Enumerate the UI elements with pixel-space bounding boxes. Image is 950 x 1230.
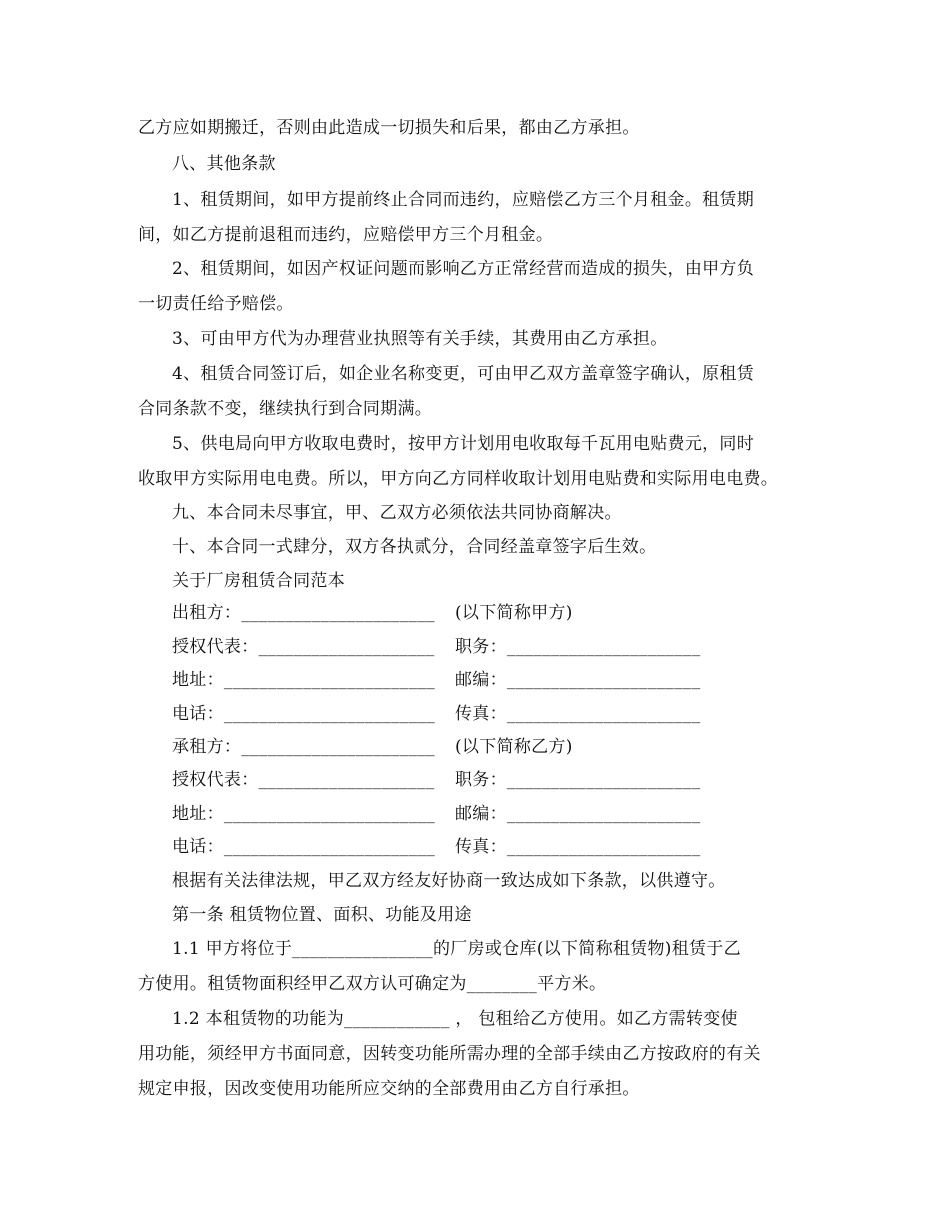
paragraph-line: 间，如乙方提前退租而违约，应赔偿甲方三个月租金。 [138, 225, 554, 245]
paragraph-line: 十、本合同一式肆分，双方各执贰分，合同经盖章签字后生效。 [172, 537, 657, 557]
lessee-field: 承租方：______________________ [172, 737, 435, 757]
paragraph-line: 3、可由甲方代为办理营业执照等有关手续，其费用由乙方承担。 [172, 329, 668, 349]
paragraph-line: 乙方应如期搬迁，否则由此造成一切损失和后果，都由乙方承担。 [138, 118, 640, 138]
lessor-phone-field: 电话：________________________ [172, 704, 436, 724]
article-heading: 第一条 租赁物位置、面积、功能及用途 [172, 905, 472, 925]
paragraph-line: 用功能，须经甲方书面同意，因转变功能所需办理的全部手续由乙方按政府的有关 [138, 1044, 761, 1064]
paragraph-line: 一切责任给予赔偿。 [138, 294, 294, 314]
lessor-zip-field: 邮编：______________________ [455, 670, 701, 690]
lessor-fax-field: 传真：______________________ [455, 704, 701, 724]
lessor-title-field: 职务：______________________ [455, 637, 701, 657]
paragraph-line: 合同条款不变，继续执行到合同期满。 [138, 399, 433, 419]
paragraph-line: 2、租赁期间，如因产权证问题而影响乙方正常经营而造成的损失，由甲方负 [172, 259, 755, 279]
paragraph-line: 1、租赁期间，如甲方提前终止合同而违约，应赔偿乙方三个月租金。租赁期 [172, 190, 755, 210]
paragraph-line: 收取甲方实际用电电费。所以，甲方向乙方同样收取计划用电贴费和实际用电电费。 [138, 469, 779, 489]
lessee-address-field: 地址：________________________ [172, 804, 436, 824]
lessee-zip-field: 邮编：______________________ [455, 804, 701, 824]
lessee-title-field: 职务：______________________ [455, 770, 701, 790]
paragraph-line: 规定申报，因改变使用功能所应交纳的全部费用由乙方自行承担。 [138, 1079, 640, 1099]
paragraph-line: 根据有关法律法规，甲乙双方经友好协商一致达成如下条款，以供遵守。 [172, 871, 726, 891]
lessee-phone-field: 电话：________________________ [172, 837, 436, 857]
paragraph-line: 1.1 甲方将位于________________的厂房或仓库(以下简称租赁物)租赁于乙 [172, 939, 741, 959]
lessee-rep-field: 授权代表：____________________ [172, 770, 435, 790]
lessee-fax-field: 传真：______________________ [455, 837, 701, 857]
lessor-field: 出租方：______________________ [172, 603, 435, 623]
lessor-rep-field: 授权代表：____________________ [172, 637, 435, 657]
paragraph-line: 4、租赁合同签订后，如企业名称变更，可由甲乙双方盖章签字确认，原租赁 [172, 364, 755, 384]
paragraph-line: 5、供电局向甲方收取电费时，按甲方计划用电收取每千瓦用电贴费元，同时 [172, 434, 755, 454]
document-title: 关于厂房租赁合同范本 [172, 571, 345, 591]
paragraph-line: 九、本合同未尽事宜，甲、乙双方必须依法共同协商解决。 [172, 503, 622, 523]
section-heading-other-terms: 八、其他条款 [172, 154, 276, 174]
lessor-note: (以下简称甲方) [455, 603, 573, 623]
lessee-note: (以下简称乙方) [455, 737, 573, 757]
lessor-address-field: 地址：________________________ [172, 670, 436, 690]
paragraph-line: 方使用。租赁物面积经甲乙双方认可确定为________平方米。 [138, 974, 607, 994]
paragraph-line: 1.2 本租赁物的功能为____________ ， 包租给乙方使用。如乙方需转变使 [172, 1009, 738, 1029]
